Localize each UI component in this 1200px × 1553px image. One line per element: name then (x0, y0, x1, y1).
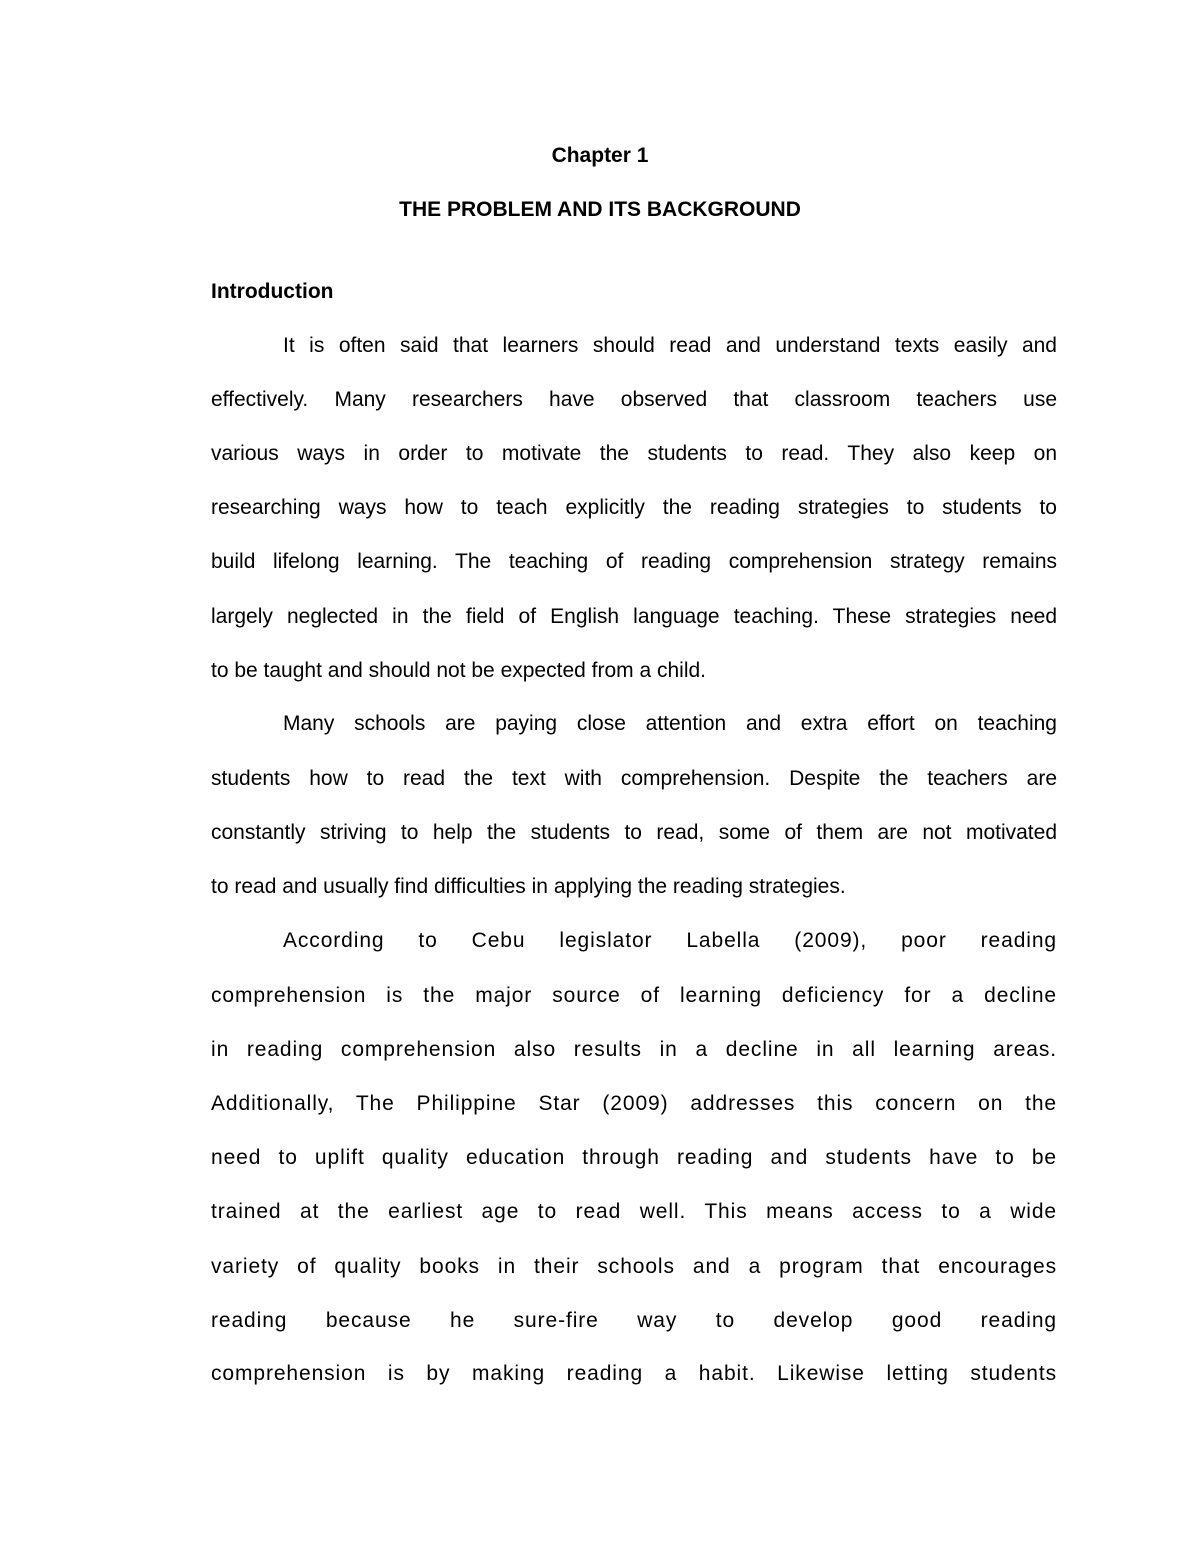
section-heading: Introduction (211, 280, 334, 303)
paragraph-3-line-5: need to uplift quality education through reading and students have to be (211, 1146, 1057, 1169)
paragraph-2-line-1: Many schools are paying close attention and extra effort on teaching (283, 712, 1057, 735)
chapter-title: THE PROBLEM AND ITS BACKGROUND (399, 198, 801, 221)
paragraph-1-line-2: effectively. Many researchers have observed that classroom teachers use (211, 388, 1057, 411)
paragraph-1-line-1: It is often said that learners should read and understand texts easily and (283, 334, 1057, 357)
paragraph-1-line-6: largely neglected in the field of English language teaching. These strategies need (211, 605, 1057, 628)
paragraph-3-line-3: in reading comprehension also results in a decline in all learning areas. (211, 1038, 1057, 1061)
paragraph-2-line-3: constantly striving to help the students to read, some of them are not motivated (211, 821, 1057, 844)
paragraph-3-line-1: According to Cebu legislator Labella (2009), poor reading (283, 929, 1057, 952)
paragraph-1-line-3: various ways in order to motivate the students to read. They also keep on (211, 442, 1057, 465)
paragraph-3-line-6: trained at the earliest age to read well. This means access to a wide (211, 1200, 1057, 1223)
paragraph-3-line-7: variety of quality books in their schools and a program that encourages (211, 1255, 1057, 1278)
paragraph-3-line-8: reading because he sure-fire way to develop good reading (211, 1309, 1057, 1332)
paragraph-2-line-2: students how to read the text with comprehension. Despite the teachers are (211, 767, 1057, 790)
paragraph-1-line-5: build lifelong learning. The teaching of reading comprehension strategy remains (211, 550, 1057, 573)
chapter-label: Chapter 1 (551, 144, 649, 167)
paragraph-1-line-7: to be taught and should not be expected from a child. (211, 659, 707, 682)
paragraph-3-line-9: comprehension is by making reading a habit. Likewise letting students (211, 1362, 1057, 1385)
paragraph-2-line-4: to read and usually find difficulties in applying the reading strategies. (211, 875, 846, 898)
paragraph-3-line-2: comprehension is the major source of learning deficiency for a decline (211, 984, 1057, 1007)
paragraph-1-line-4: researching ways how to teach explicitly the reading strategies to students to (211, 496, 1057, 519)
paragraph-3-line-4: Additionally, The Philippine Star (2009) addresses this concern on the (211, 1092, 1057, 1115)
